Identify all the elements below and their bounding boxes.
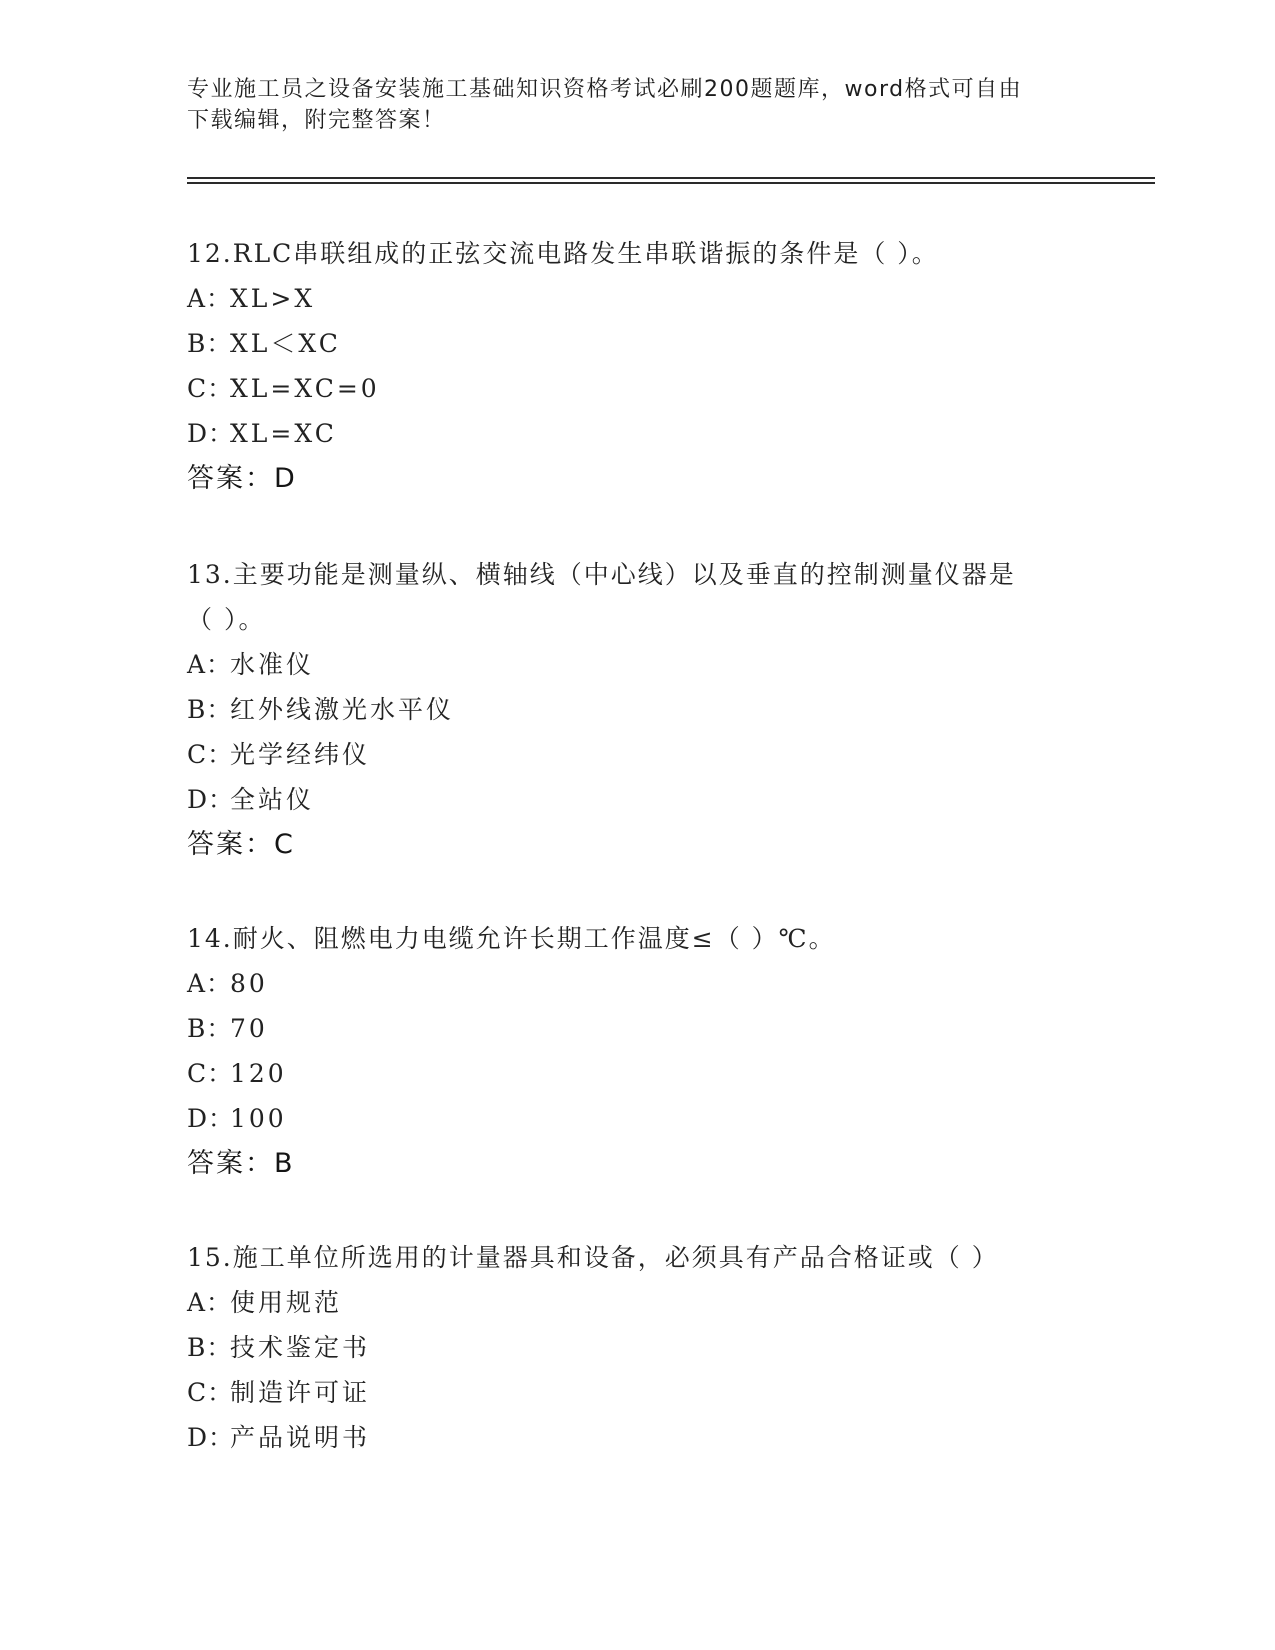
option-c	[187, 1051, 1087, 1096]
option-key: B：	[187, 329, 233, 358]
option-b	[187, 687, 1087, 732]
option-d	[187, 411, 1087, 456]
option-key: C：	[187, 1059, 234, 1088]
document-header	[187, 74, 1067, 136]
answer-line: 答案：B	[187, 1148, 295, 1179]
option-a	[187, 276, 1087, 321]
question-15	[187, 1235, 1087, 1460]
option-text: 制造许可证	[230, 1378, 371, 1407]
option-d	[187, 1415, 1087, 1460]
option-b	[187, 321, 1087, 366]
option-text: XL=XC=0	[230, 374, 380, 403]
header-line-2: 下载编辑，附完整答案！	[187, 108, 446, 133]
option-key: D：	[187, 419, 235, 448]
header-line-1: 专业施工员之设备安装施工基础知识资格考试必刷200题题库，word格式可自由	[187, 77, 1023, 102]
option-a	[187, 961, 1087, 1006]
option-d	[187, 1096, 1087, 1141]
option-key: C：	[187, 374, 234, 403]
option-key: B：	[187, 1014, 233, 1043]
option-b	[187, 1006, 1087, 1051]
option-text: 光学经纬仪	[230, 740, 371, 769]
question-13	[187, 552, 1087, 867]
option-key: D：	[187, 785, 235, 814]
question-stem: 12.RLC串联组成的正弦交流电路发生串联谐振的条件是（ ）。	[187, 239, 939, 268]
option-text: XL=XC	[230, 419, 337, 448]
option-key: B：	[187, 695, 233, 724]
header-divider-bottom	[187, 182, 1155, 184]
option-text: 70	[230, 1014, 268, 1043]
option-text: 产品说明书	[230, 1423, 371, 1452]
option-text: 使用规范	[230, 1288, 343, 1317]
question-14	[187, 916, 1087, 1186]
option-c	[187, 366, 1087, 411]
option-key: D：	[187, 1423, 235, 1452]
option-b	[187, 1325, 1087, 1370]
option-text: 全站仪	[230, 785, 315, 814]
answer-line: 答案：D	[187, 463, 297, 494]
option-key: A：	[187, 284, 233, 313]
answer-line: 答案：C	[187, 829, 295, 860]
option-key: C：	[187, 740, 234, 769]
option-text: 80	[230, 969, 268, 998]
option-text: 100	[230, 1104, 287, 1133]
option-text: 120	[230, 1059, 287, 1088]
header-divider-top	[187, 177, 1155, 179]
option-a	[187, 642, 1087, 687]
option-text: XL>X	[230, 284, 316, 313]
option-c	[187, 732, 1087, 777]
option-d	[187, 777, 1087, 822]
question-stem: 13.主要功能是测量纵、横轴线（中心线）以及垂直的控制测量仪器是	[187, 560, 1016, 589]
option-c	[187, 1370, 1087, 1415]
option-key: B：	[187, 1333, 233, 1362]
option-text: 水准仪	[230, 650, 315, 679]
question-stem-continued: （ ）。	[187, 605, 266, 634]
option-key: A：	[187, 1288, 233, 1317]
option-key: A：	[187, 650, 233, 679]
option-text: 红外线激光水平仪	[230, 695, 455, 724]
option-text: XL＜XC	[230, 329, 341, 358]
option-key: A：	[187, 969, 233, 998]
question-12	[187, 231, 1087, 501]
option-text: 技术鉴定书	[230, 1333, 371, 1362]
option-key: C：	[187, 1378, 234, 1407]
option-a	[187, 1280, 1087, 1325]
option-key: D：	[187, 1104, 235, 1133]
question-stem: 15.施工单位所选用的计量器具和设备，必须具有产品合格证或（ ）	[187, 1243, 999, 1272]
question-stem: 14.耐火、阻燃电力电缆允许长期工作温度≤（ ）℃。	[187, 924, 836, 953]
